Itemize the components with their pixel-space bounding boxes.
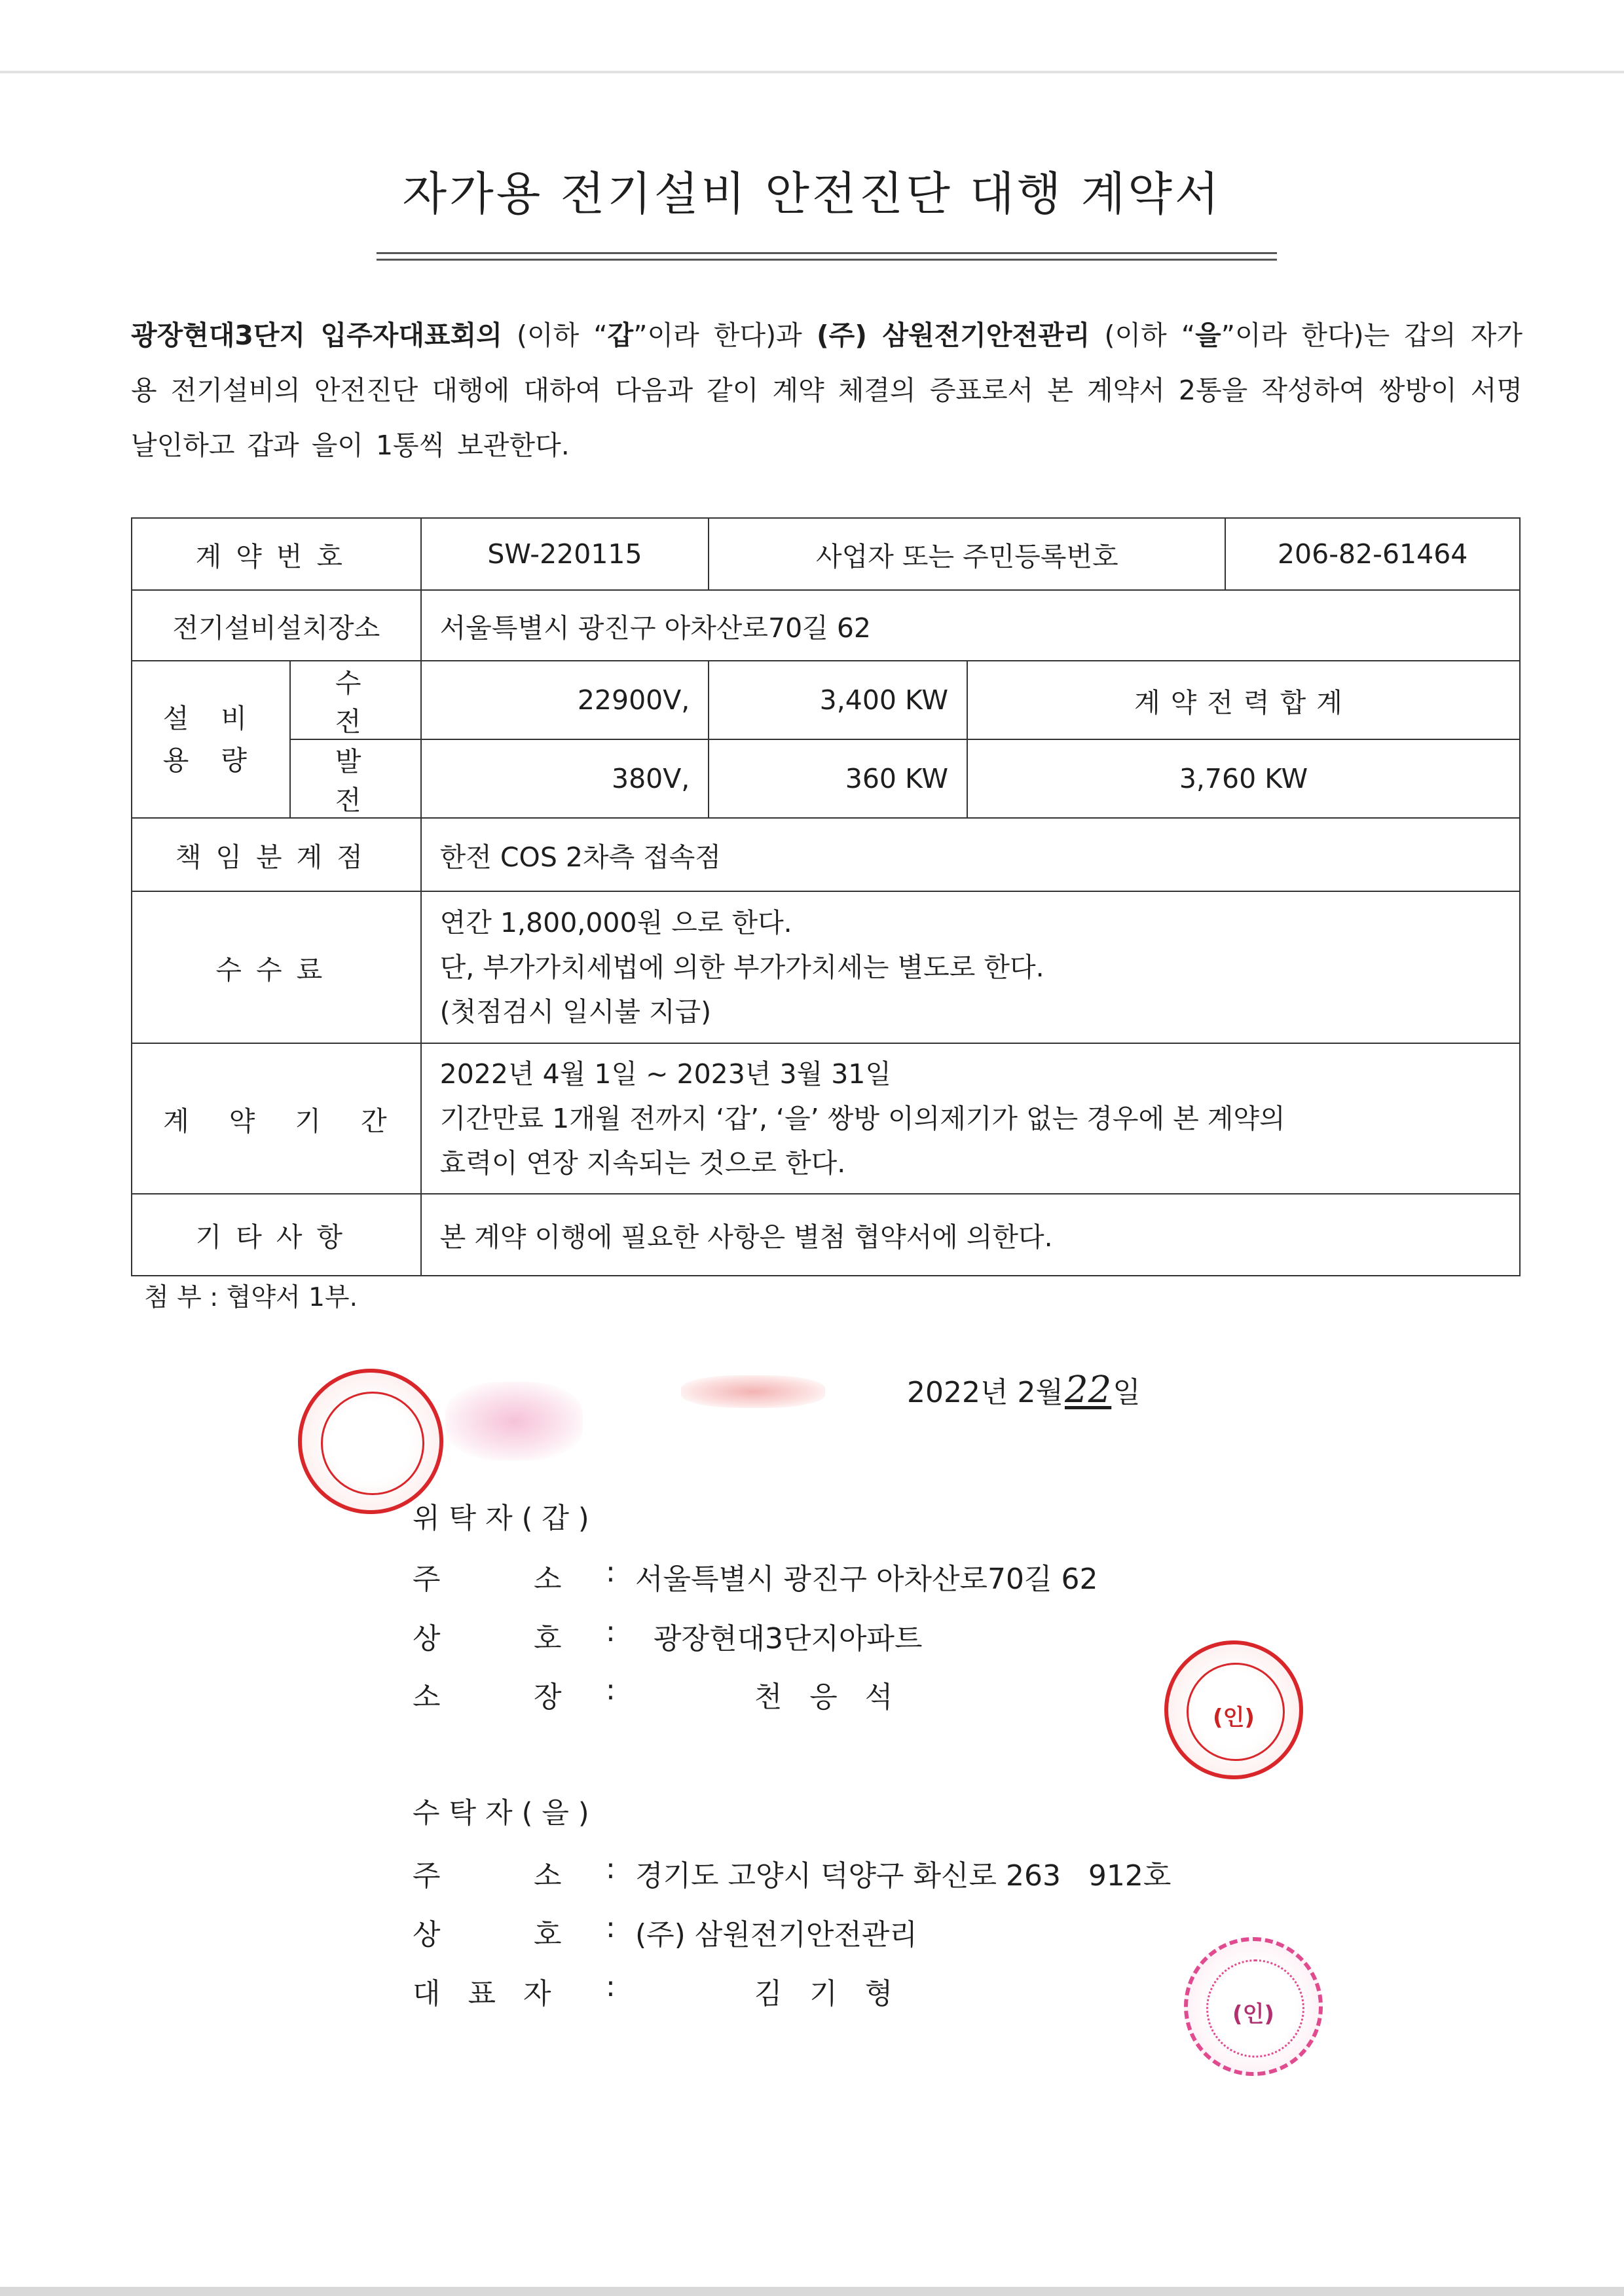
party-b-name-row: 상 호 : (주) 삼원전기안전관리 <box>413 1911 917 1952</box>
party-a-address: 서울특별시 광진구 아차산로70길 62 <box>635 1563 1098 1596</box>
contract-date: 2022년 2월22일 <box>907 1369 1141 1411</box>
fee-label: 수수료 <box>132 891 421 1043</box>
total-power-value: 3,760 KW <box>967 739 1520 818</box>
table-row <box>132 1043 1520 1194</box>
party-b-short: 을 <box>1195 320 1221 351</box>
reg-no-label: 사업자 또는 주민등록번호 <box>709 518 1225 590</box>
scan-edge-line <box>0 71 1624 73</box>
generate-label: 발 전 <box>290 739 421 818</box>
party-a-heading: 위탁자(갑) <box>413 1502 599 1535</box>
receive-kw: 3,400 KW <box>709 661 967 739</box>
party-b-heading: 수탁자(을) <box>413 1797 599 1830</box>
generate-voltage: 380V, <box>421 739 709 818</box>
table-row <box>132 590 1520 661</box>
location-value: 서울특별시 광진구 아차산로70길 62 <box>421 590 1520 661</box>
intro-paragraph: 광장현대3단지 입주자대표회의 (이하 “갑”이라 한다)과 (주) 삼원전기안전관리 (이하 “을”이라 한다)는 갑의 자가용 전기설비의 안전진단 대행에 대하여 다음과 같이 계약 체결의 증표로서 본 계약서 2통을 작성하여 쌍방이 서명 날인하고 갑과 을이 1통씩 보관한다. <box>131 320 1522 461</box>
party-b-name: (주) 삼원전기안전관리 <box>816 320 1090 351</box>
receive-voltage: 22900V, <box>421 661 709 739</box>
table-row <box>132 818 1520 891</box>
seal-stamp-left <box>298 1369 443 1514</box>
table-row <box>132 518 1520 590</box>
scan-bottom-edge <box>0 2287 1624 2296</box>
table-row <box>132 661 1520 739</box>
contract-table <box>131 517 1521 1276</box>
party-a-name-row: 상 호 : 광장현대3단지아파트 <box>413 1615 923 1656</box>
party-b-rep-row: 대 표 자 : 김 기 형 <box>413 1970 893 2010</box>
party-b-address: 경기도 고양시 덕양구 화신로 263 912호 <box>635 1859 1172 1893</box>
contract-no-label: 계약번호 <box>132 518 421 590</box>
faded-stamp-mark <box>681 1375 825 1408</box>
document-title: 자가용 전기설비 안전진단 대행 계약서 <box>402 167 1222 221</box>
fee-value: 연간 1,800,000원 으로 한다. 단, 부가가치세법에 의한 부가가치세는 별도로 한다. (첫점검시 일시불 지급) <box>421 891 1520 1043</box>
party-a-rep-row: 소 장 : 천 응 석 <box>413 1673 893 1714</box>
handwritten-day: 22 <box>1064 1369 1112 1411</box>
contract-no-value: SW-220115 <box>421 518 709 590</box>
party-a-address-row: 주 소 : 서울특별시 광진구 아차산로70길 62 <box>413 1555 1098 1596</box>
total-power-label: 계약전력합계 <box>967 661 1520 739</box>
table-row <box>132 891 1520 1043</box>
period-value: 2022년 4월 1일 ~ 2023년 3월 31일 기간만료 1개월 전까지 ‘갑’, ‘을’ 쌍방 이의제기가 없는 경우에 본 계약의 효력이 연장 지속되는 것으로 한다. <box>421 1043 1520 1194</box>
other-label: 기타사항 <box>132 1194 421 1276</box>
responsibility-value: 한전 COS 2차측 접속점 <box>421 818 1520 891</box>
party-a-company: 광장현대3단지아파트 <box>635 1622 923 1656</box>
receive-label: 수 전 <box>290 661 421 739</box>
location-label: 전기설비설치장소 <box>132 590 421 661</box>
reg-no-value: 206-82-61464 <box>1225 518 1520 590</box>
capacity-label: 설 비 용 량 <box>132 661 290 818</box>
party-a-representative: 천 응 석 <box>635 1680 893 1714</box>
table-row <box>132 739 1520 818</box>
party-b-address-row: 주 소 : 경기도 고양시 덕양구 화신로 263 912호 <box>413 1852 1172 1893</box>
faded-seal-smudge <box>445 1382 583 1460</box>
title-underline-top <box>377 252 1277 254</box>
title-underline-bottom <box>377 259 1277 261</box>
table-row <box>132 1194 1520 1276</box>
party-b-representative: 김 기 형 <box>635 1977 893 2010</box>
seal-stamp-party-b: (인) <box>1184 1937 1323 2076</box>
generate-kw: 360 KW <box>709 739 967 818</box>
party-a-short: 갑 <box>607 320 634 351</box>
period-label: 계 약 기 간 <box>132 1043 421 1194</box>
party-a-name: 광장현대3단지 입주자대표회의 <box>131 320 502 351</box>
responsibility-label: 책임분계점 <box>132 818 421 891</box>
attachment-note: 첨 부 : 협약서 1부. <box>144 1283 358 1312</box>
party-b-company: (주) 삼원전기안전관리 <box>635 1918 917 1952</box>
other-value: 본 계약 이행에 필요한 사항은 별첨 협약서에 의한다. <box>421 1194 1520 1276</box>
seal-stamp-party-a: (인) <box>1164 1640 1303 1779</box>
